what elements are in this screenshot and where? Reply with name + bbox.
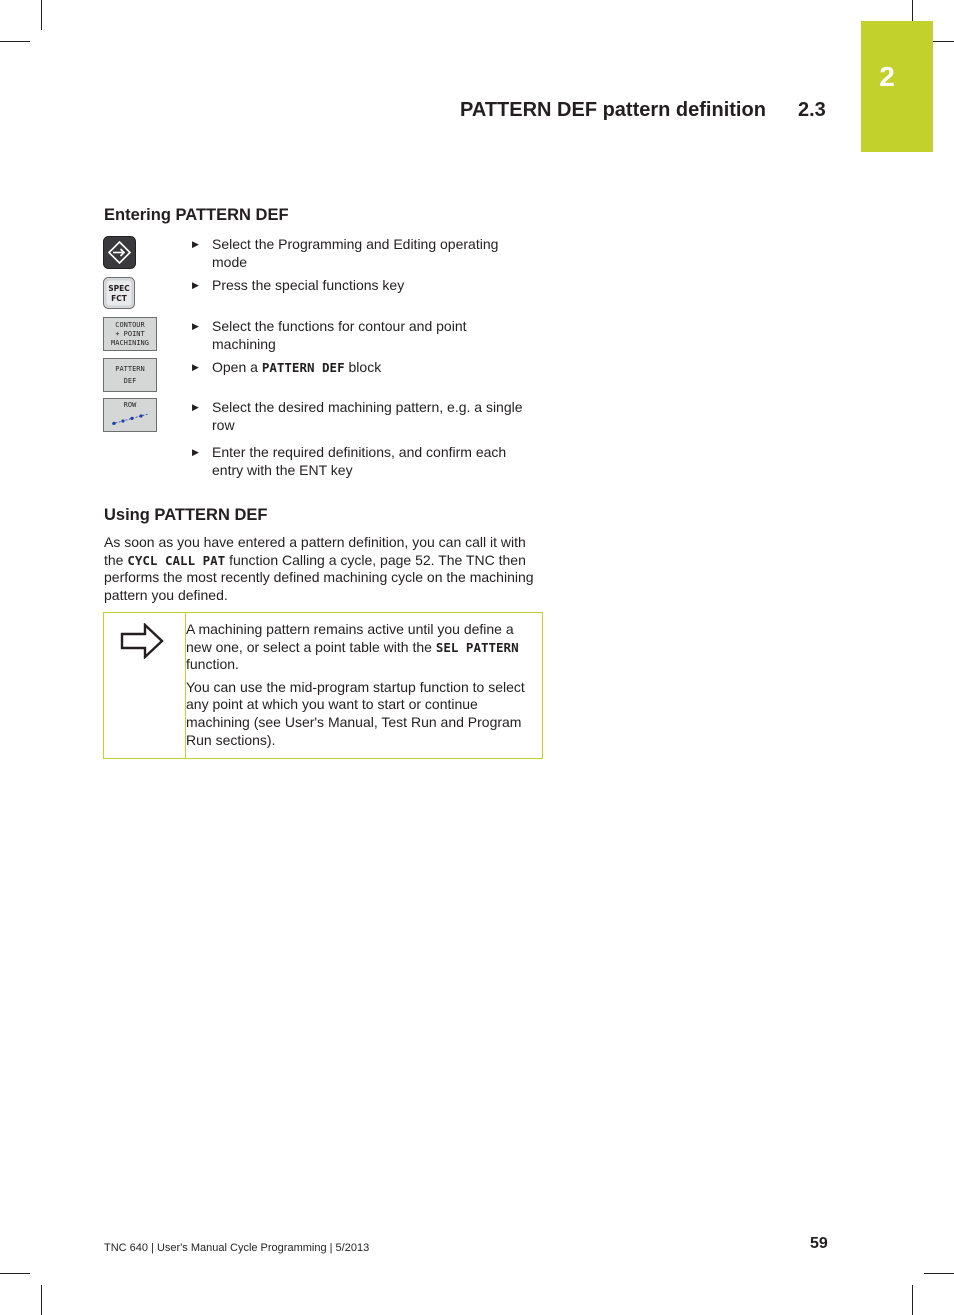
softkey-label: ROW <box>123 401 137 409</box>
spec-key-label-bottom: FCT <box>111 294 127 303</box>
note-text <box>186 621 526 754</box>
running-header-section: 2.3 <box>798 99 826 121</box>
contour-point-machining-softkey <box>103 317 157 351</box>
step-item: ▶ Enter the required definitions, and confirm each entry with the ENT key <box>192 444 507 478</box>
note-paragraph: A machining pattern remains active until you define a new one, or select a point table with the SEL PATTERN function. <box>186 621 519 673</box>
step-item: ▶ Select the Programming and Editing operating mode <box>192 236 499 270</box>
using-paragraph: As soon as you have entered a pattern definition, you can call it with the CYCL CALL PAT function Calling a cycle, page 52. The TNC then performs the most recently defined machining cycle on the machining pattern you defined. <box>104 534 534 603</box>
note-paragraph: You can use the mid-program startup function to select any point at which you want to start or continue machining (see User's Manual, Test Run and Program Run sections). <box>186 678 525 748</box>
crop-mark <box>41 1285 42 1315</box>
code-keyword: CYCL CALL PAT <box>127 552 226 568</box>
step-item: ▶ Select the desired machining pattern, e.g. a single row <box>192 399 523 433</box>
step-item: ▶ Open a PATTERN DEF block <box>192 359 382 375</box>
softkey-label: CONTOUR <box>115 321 145 329</box>
section-heading-using: Using PATTERN DEF <box>104 506 268 524</box>
spec-fct-key-icon <box>103 277 135 314</box>
code-keyword: PATTERN DEF <box>261 360 345 375</box>
crop-mark <box>0 41 30 42</box>
page-number: 59 <box>810 1235 828 1252</box>
programming-mode-key-icon <box>103 236 136 274</box>
triangle-bullet-icon: ▶ <box>192 280 199 290</box>
chapter-number: 2 <box>879 61 895 92</box>
section-heading-entering: Entering PATTERN DEF <box>104 206 289 224</box>
crop-mark <box>0 1273 30 1274</box>
crop-mark <box>41 0 42 30</box>
triangle-bullet-icon: ▶ <box>192 447 199 457</box>
note-box <box>103 612 543 759</box>
step-item: ▶ Select the functions for contour and point machining <box>192 318 467 352</box>
triangle-bullet-icon: ▶ <box>192 321 199 331</box>
row-pattern-icon <box>108 410 152 428</box>
softkey-label: + POINT <box>115 330 145 338</box>
spec-key-label-top: SPEC <box>108 284 130 293</box>
crop-mark <box>924 1273 954 1274</box>
footer-text: TNC 640 | User's Manual Cycle Programming | 5/2013 <box>104 1242 370 1254</box>
softkey-label: PATTERN <box>115 365 145 373</box>
crop-mark <box>912 1285 913 1315</box>
triangle-bullet-icon: ▶ <box>192 402 199 412</box>
step-item: ▶ Press the special functions key <box>192 277 405 293</box>
code-keyword: SEL PATTERN <box>435 639 519 655</box>
running-header-title: PATTERN DEF pattern definition <box>460 99 766 121</box>
softkey-label: DEF <box>123 377 137 385</box>
chapter-tab <box>861 21 933 152</box>
right-arrow-note-icon <box>120 623 164 664</box>
triangle-bullet-icon: ▶ <box>192 239 199 249</box>
softkey-label: MACHINING <box>111 339 149 347</box>
triangle-bullet-icon: ▶ <box>192 362 199 372</box>
row-softkey <box>103 398 157 432</box>
pattern-def-softkey <box>103 358 157 392</box>
